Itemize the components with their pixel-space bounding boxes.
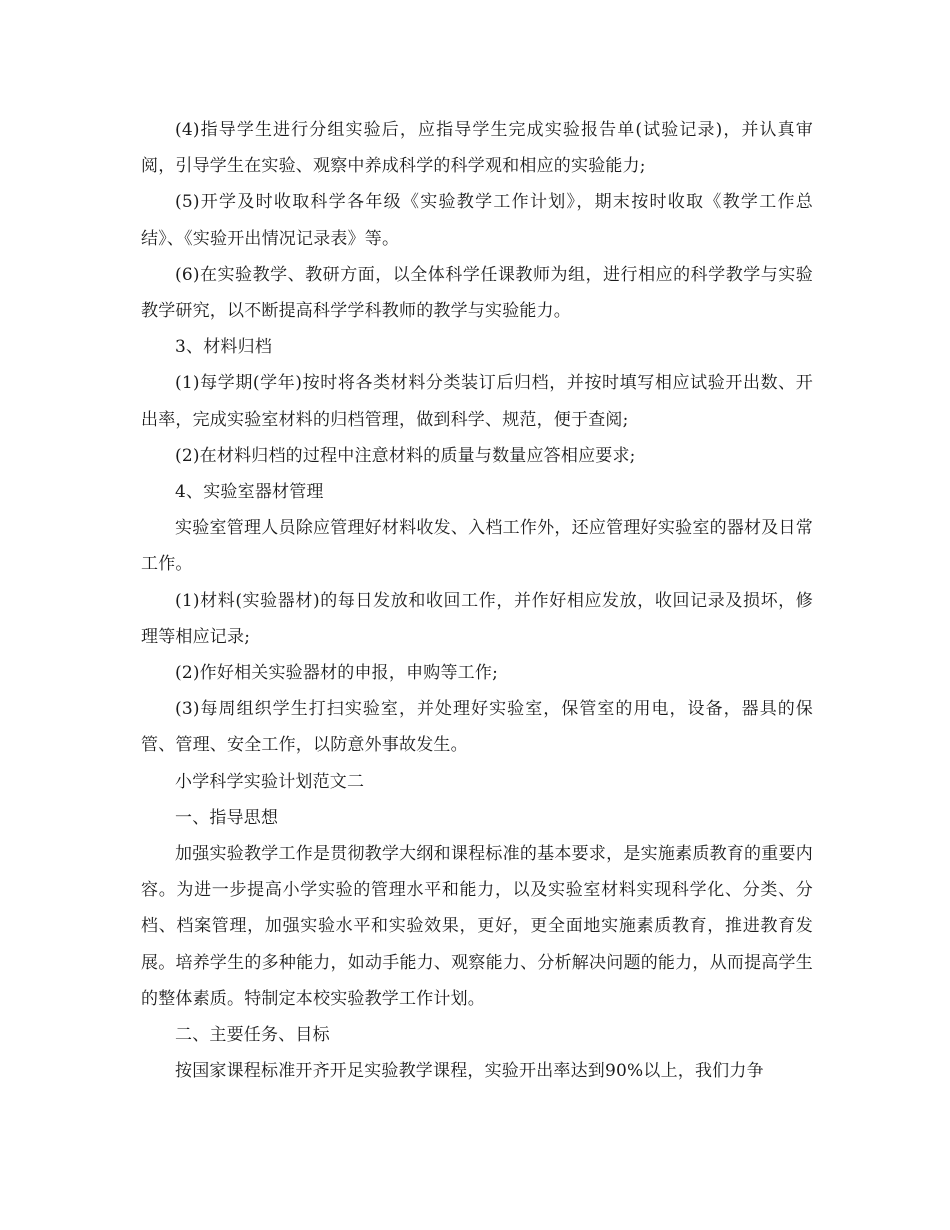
paragraph-guiding-thought: 加强实验教学工作是贯彻教学大纲和课程标准的基本要求，是实施素质教育的重要内容。为进一步提高小学实验的管理水平和能力，以及实验室材料实现科学化、分类、分档、档案管理，加强实验水平和实验效果，更好，更全面地实施素质教育，推进教育发展。培养学生的多种能力，如动手能力、观察能力、分析解决问题的能力，从而提高学生的整体素质。特制定本校实验教学工作计划。 bbox=[141, 844, 813, 1009]
document-body bbox=[141, 112, 813, 1089]
paragraph-archiving-2: (2)在材料归档的过程中注意材料的质量与数量应答相应要求; bbox=[175, 445, 636, 466]
paragraph-item-6-research: (6)在实验教学、教研方面，以全体科学任课教师为组，进行相应的科学教学与实验教学研究，以不断提高科学学科教师的教学与实验能力。 bbox=[141, 264, 813, 322]
document-subtitle: 小学科学实验计划范文二 bbox=[175, 771, 365, 792]
paragraph-main-tasks: 按国家课程标准开齐开足实验教学课程，实验开出率达到90%以上，我们力争 bbox=[175, 1061, 764, 1082]
paragraph-equipment-3: (3)每周组织学生打扫实验室，并处理好实验室，保管室的用电，设备，器具的保管、管理、安全工作，以防意外事故发生。 bbox=[141, 699, 813, 756]
paragraph-item-4-report: (4)指导学生进行分组实验后，应指导学生完成实验报告单(试验记录)，并认真审阅，引导学生在实验、观察中养成科学的科学观和相应的实验能力; bbox=[141, 120, 813, 177]
paragraph-item-5-plans: (5)开学及时收取科学各年级《实验教学工作计划》，期末按时收取《教学工作总结》、《实验开出情况记录表》等。 bbox=[141, 192, 813, 249]
paragraph-archiving-1: (1)每学期(学年)按时将各类材料分类装订后归档，并按时填写相应试验开出数、开出率，完成实验室材料的归档管理，做到科学、规范，便于查阅; bbox=[141, 373, 813, 430]
paragraph-equipment-2: (2)作好相关实验器材的申报，申购等工作; bbox=[175, 663, 499, 684]
section-heading-equipment: 4、实验室器材管理 bbox=[175, 482, 324, 503]
paragraph-equipment-1: (1)材料(实验器材)的每日发放和收回工作，并作好相应发放，收回记录及损坏，修理等相应记录; bbox=[141, 590, 813, 647]
section-heading-guiding-thought: 一、指导思想 bbox=[175, 807, 279, 828]
paragraph-equipment-intro: 实验室管理人员除应管理好材料收发、入档工作外，还应管理好实验室的器材及日常工作。 bbox=[141, 518, 813, 575]
section-heading-main-tasks: 二、主要任务、目标 bbox=[175, 1025, 330, 1046]
section-heading-archiving: 3、材料归档 bbox=[175, 337, 273, 358]
